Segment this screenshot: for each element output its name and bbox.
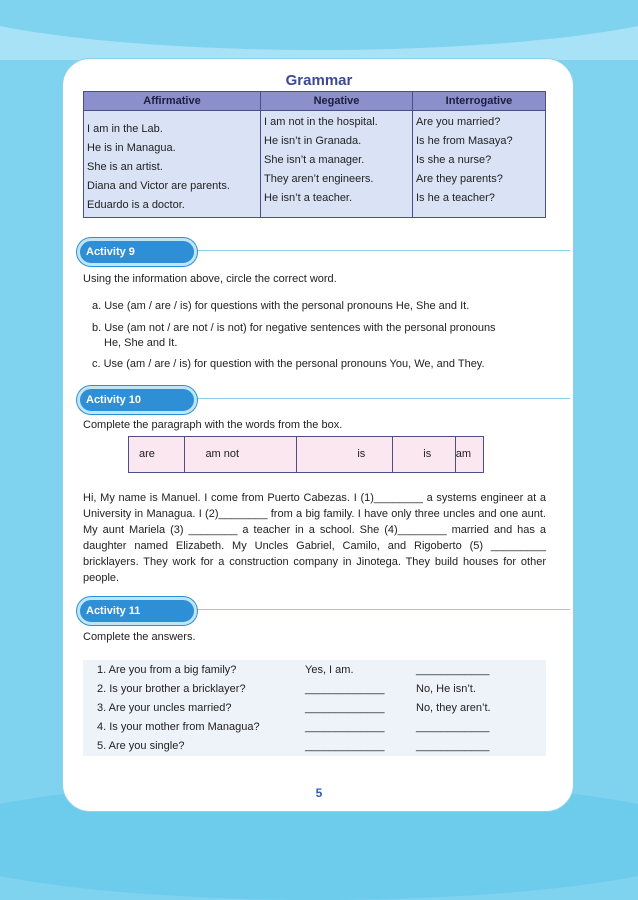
word-box-item: am not bbox=[185, 437, 297, 472]
grammar-table bbox=[83, 91, 546, 218]
header-negative: Negative bbox=[261, 92, 413, 111]
affirmative-1: I am in the Lab. bbox=[87, 123, 163, 135]
question-3: 3. Are your uncles married? bbox=[97, 702, 232, 714]
answer-2a[interactable]: _____________ bbox=[305, 683, 385, 695]
activity11-instruction: Complete the answers. bbox=[83, 631, 196, 643]
answer-1a: Yes, I am. bbox=[305, 664, 354, 676]
activity11-label: Activity 11 bbox=[77, 597, 197, 625]
page-number: 5 bbox=[315, 786, 323, 800]
affirmative-cell bbox=[84, 111, 261, 218]
word-box-item: am bbox=[455, 448, 471, 460]
answer-2b: No, He isn’t. bbox=[416, 683, 476, 695]
activity9-label: Activity 9 bbox=[77, 238, 197, 266]
question-5: 5. Are you single? bbox=[97, 740, 185, 752]
activity9-instruction: Using the information above, circle the correct word. bbox=[83, 273, 337, 285]
activity9-item-b: b. Use (am not / are not / is not) for negative sentences with the personal pronouns bbox=[92, 322, 496, 334]
question-1: 1. Are you from a big family? bbox=[97, 664, 237, 676]
activity10-paragraph: Hi, My name is Manuel. I come from Puerto Cabezas. I (1)________ a systems engineer at a University in Managua. I (2)________ from a big family. I have only three uncles and one aunt. My aunt Mariela (3) ________ a teacher in a school. She (4)________ married and has a daughter named Elizabeth. My Uncles Gabriel, Camilo, and Rigoberto (5) _________ bricklayers. They work for a construction company in Jinotega. They build houses for other people. bbox=[83, 492, 546, 584]
affirmative-2: He is in Managua. bbox=[87, 142, 176, 154]
answer-5b[interactable]: ____________ bbox=[416, 740, 490, 752]
negative-5: He isn’t a teacher. bbox=[264, 192, 353, 204]
negative-3: She isn’t a manager. bbox=[264, 154, 365, 166]
word-box-item: are bbox=[129, 437, 185, 472]
interrogative-2: Is he from Masaya? bbox=[416, 135, 513, 147]
activity9-item-c: c. Use (am / are / is) for question with the personal pronouns You, We, and They. bbox=[92, 358, 485, 370]
activity10-instruction: Complete the paragraph with the words from the box. bbox=[83, 419, 343, 431]
activity9-item-b-cont: He, She and It. bbox=[104, 337, 178, 349]
affirmative-5: Eduardo is a doctor. bbox=[87, 199, 185, 211]
answer-5a[interactable]: _____________ bbox=[305, 740, 385, 752]
interrogative-cell bbox=[413, 111, 546, 218]
answer-3a[interactable]: _____________ bbox=[305, 702, 385, 714]
header-affirmative: Affirmative bbox=[84, 92, 261, 111]
affirmative-3: She is an artist. bbox=[87, 161, 163, 173]
word-box-item: is bbox=[393, 437, 455, 472]
answer-3b: No, they aren’t. bbox=[416, 702, 491, 714]
negative-4: They aren’t engineers. bbox=[264, 173, 374, 185]
grammar-table-header bbox=[84, 92, 546, 111]
activity9-divider bbox=[185, 250, 570, 251]
activity11-divider bbox=[185, 609, 570, 610]
question-4: 4. Is your mother from Managua? bbox=[97, 721, 260, 733]
answer-4a[interactable]: _____________ bbox=[305, 721, 385, 733]
activity9-item-a: a. Use (am / are / is) for questions with the personal pronouns He, She and It. bbox=[92, 300, 470, 312]
word-box-item: is bbox=[297, 437, 393, 472]
interrogative-5: Is he a teacher? bbox=[416, 192, 495, 204]
answer-4b[interactable]: ____________ bbox=[416, 721, 490, 733]
interrogative-1: Are you married? bbox=[416, 116, 501, 128]
header-interrogative: Interrogative bbox=[413, 92, 546, 111]
interrogative-4: Are they parents? bbox=[416, 173, 503, 185]
question-2: 2. Is your brother a bricklayer? bbox=[97, 683, 246, 695]
page-title: Grammar bbox=[285, 72, 353, 89]
negative-1: I am not in the hospital. bbox=[264, 116, 378, 128]
negative-cell bbox=[261, 111, 413, 218]
grammar-table-row bbox=[84, 111, 546, 218]
activity10-label: Activity 10 bbox=[77, 386, 197, 414]
interrogative-3: Is she a nurse? bbox=[416, 154, 492, 166]
word-box bbox=[128, 436, 484, 473]
affirmative-4: Diana and Victor are parents. bbox=[87, 180, 230, 192]
activity10-divider bbox=[185, 398, 570, 399]
answer-1b[interactable]: ____________ bbox=[416, 664, 490, 676]
negative-2: He isn’t in Granada. bbox=[264, 135, 362, 147]
